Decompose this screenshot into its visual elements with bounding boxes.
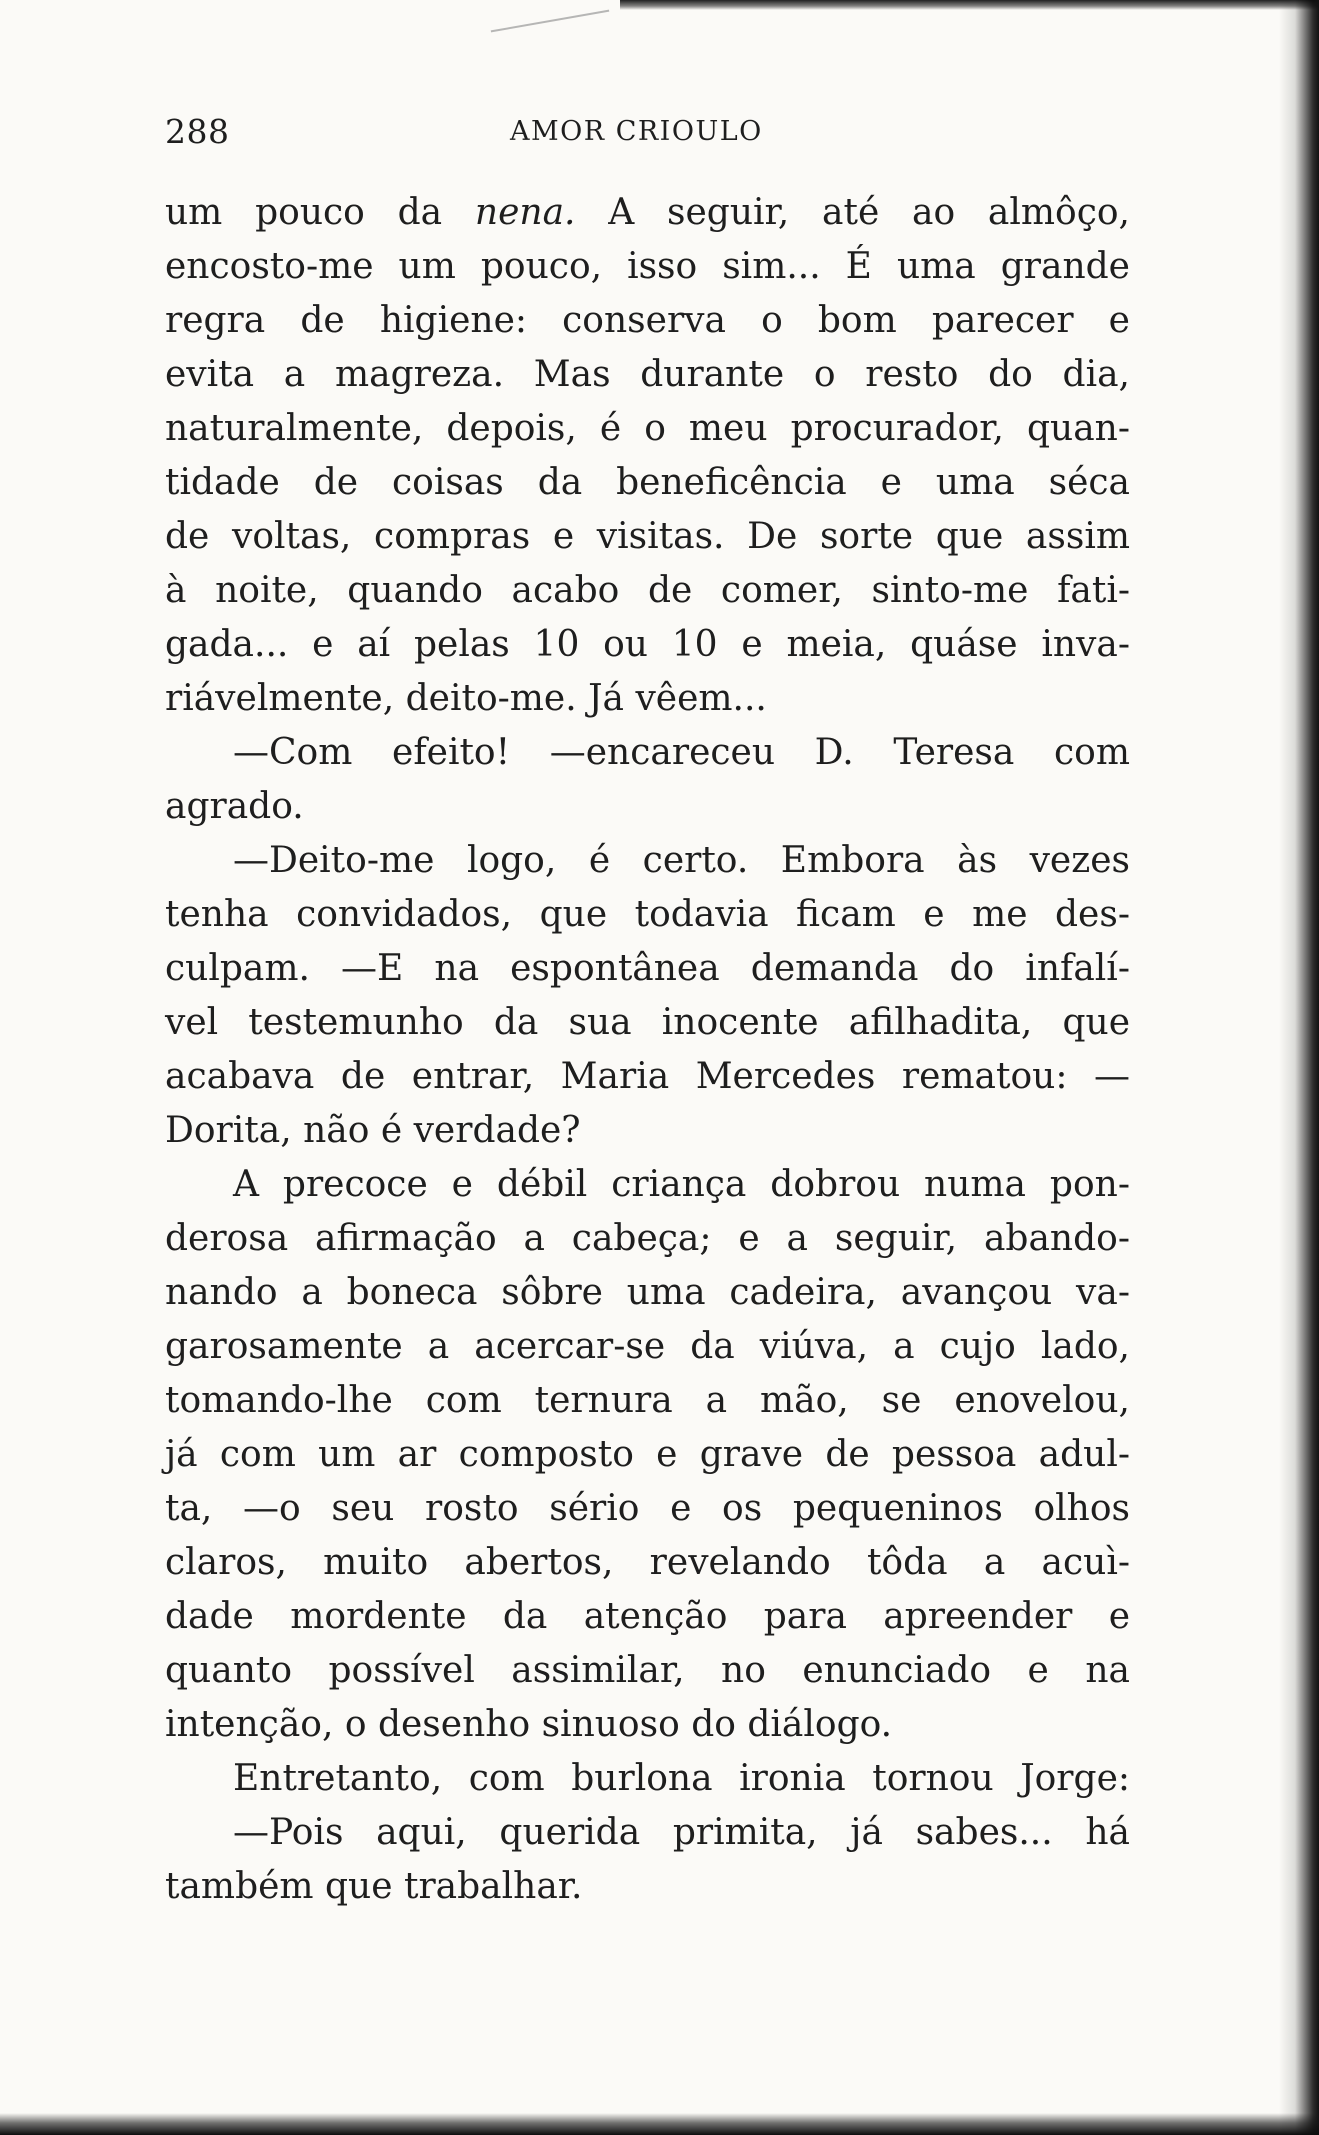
text-line: evita a magreza. Mas durante o resto do dia, xyxy=(165,354,1130,395)
text-line: intenção, o desenho sinuoso do diálogo. xyxy=(165,1704,893,1745)
text-line: à noite, quando acabo de comer, sinto-me fati- xyxy=(165,570,1130,611)
text-line: naturalmente, depois, é o meu procurador, quan- xyxy=(165,408,1130,449)
text-line: também que trabalhar. xyxy=(165,1866,583,1907)
scan-scratch-mark xyxy=(491,10,610,33)
text-line: culpam. —E na espontânea demanda do infalí- xyxy=(165,948,1130,989)
text-line: ta, —o seu rosto sério e os pequeninos olhos xyxy=(165,1488,1130,1529)
text-line: tidade de coisas da beneficência e uma séca xyxy=(165,462,1130,503)
running-title: AMOR CRIOULO xyxy=(510,116,763,147)
text-line: quanto possível assimilar, no enunciado e na xyxy=(165,1650,1130,1691)
scan-edge-right xyxy=(1279,0,1319,2135)
text-line: Entretanto, com burlona ironia tornou Jorge: xyxy=(233,1758,1130,1799)
body-text xyxy=(165,186,1130,1914)
text-line: claros, muito abertos, revelando tôda a acuì- xyxy=(165,1542,1130,1583)
text-line: vel testemunho da sua inocente afilhadita, que xyxy=(165,1002,1130,1043)
text-line: —Pois aqui, querida primita, já sabes... há xyxy=(233,1812,1130,1853)
text-line: tenha convidados, que todavia ficam e me des- xyxy=(165,894,1130,935)
text-line: agrado. xyxy=(165,786,304,827)
text-line: dade mordente da atenção para apreender e xyxy=(165,1596,1130,1637)
page-number: 288 xyxy=(165,112,230,151)
text-line: riávelmente, deito-me. Já vêem... xyxy=(165,678,767,719)
text-line: tomando-lhe com ternura a mão, se enovelou, xyxy=(165,1380,1130,1421)
italic-word: nena. xyxy=(474,192,576,233)
scan-edge-top xyxy=(620,0,1319,10)
text-line: garosamente a acercar-se da viúva, a cujo lado, xyxy=(165,1326,1130,1367)
text-line: A precoce e débil criança dobrou numa pon- xyxy=(233,1164,1130,1205)
text-line: —Deito-me logo, é certo. Embora às vezes xyxy=(233,840,1130,881)
text-line: encosto-me um pouco, isso sim... É uma grande xyxy=(165,246,1130,287)
text-line: um pouco da nena. A seguir, até ao almôço, xyxy=(165,192,1130,233)
text-line: Dorita, não é verdade? xyxy=(165,1110,581,1151)
text-line: nando a boneca sôbre uma cadeira, avançou va- xyxy=(165,1272,1130,1313)
text-line: gada... e aí pelas 10 ou 10 e meia, quáse inva- xyxy=(165,624,1130,665)
page-header xyxy=(165,112,1125,152)
text-line: já com um ar composto e grave de pessoa adul- xyxy=(165,1434,1130,1475)
scan-edge-bottom xyxy=(0,2113,1319,2135)
text-line: regra de higiene: conserva o bom parecer e xyxy=(165,300,1130,341)
text-line: acabava de entrar, Maria Mercedes rematou: — xyxy=(165,1056,1130,1097)
text-line: de voltas, compras e visitas. De sorte que assim xyxy=(165,516,1130,557)
text-line: —Com efeito! —encareceu D. Teresa com xyxy=(233,732,1130,773)
text-line: derosa afirmação a cabeça; e a seguir, abando- xyxy=(165,1218,1130,1259)
